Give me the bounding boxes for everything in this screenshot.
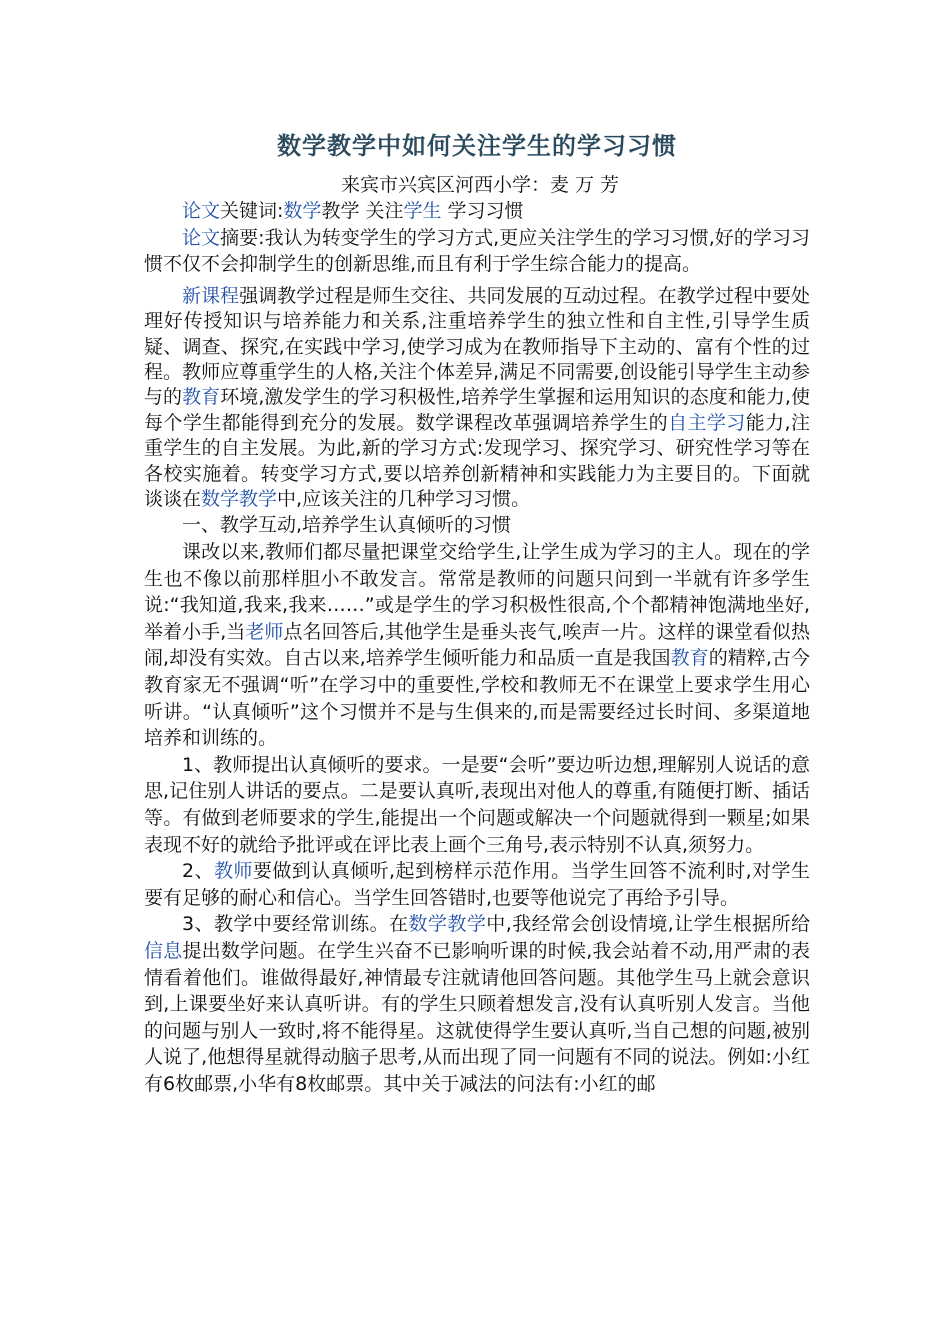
keyword-link-shuxue[interactable]: 数学	[283, 200, 322, 222]
section1-heading: 一、教学互动,培养学生认真倾听的习惯	[182, 514, 512, 537]
intro-text-2: 环境,激发学生的学习积极性,培养学生掌握和运用知识的态度和能力,使每个学生都能得到充分的发展。数学课程改革强调培养学生的	[144, 386, 810, 434]
keyword-link-xuesheng[interactable]: 学生	[403, 200, 442, 222]
item3-text-2: 中,我经常会创设情境,让学生根据所给	[486, 913, 810, 936]
section1-paragraph-1	[144, 539, 810, 752]
keyword-link-lunwen[interactable]: 论文	[182, 200, 221, 222]
item2-link-jiaoshi[interactable]: 教师	[214, 860, 253, 883]
intro-text-4: 中,应该关注的几种学习习惯。	[277, 488, 531, 511]
abstract-paragraph	[144, 225, 810, 278]
abstract-link-lunwen[interactable]: 论文	[182, 226, 221, 249]
author-line: 来宾市兴宾区河西小学：麦 万 芳	[340, 174, 620, 196]
item3-link-shuxuejiaoxue[interactable]: 数学教学	[408, 913, 487, 936]
intro-link-zizhuxuexi[interactable]: 自主学习	[668, 411, 746, 434]
s1p1-link-jiaoyu[interactable]: 教育	[670, 647, 709, 670]
intro-paragraph	[144, 284, 810, 513]
s1p1-text-2: 点名回答后,其他学生是垂头丧气,唉声一片。这样的课堂看似热闹,却没有实效。自古以来,培养学生倾听能力和品质一直是我国	[144, 620, 810, 670]
intro-text-1: 强调教学过程是师生交往、共同发展的互动过程。在教学过程中要处理好传授知识与培养能力和关系,注重培养学生的独立性和自主性,引导学生质疑、调查、探究,在实践中学习,使学习成为在教师指导下主动的、富有个性的过程。教师应尊重学生的人格,关注个体差异,满足不同需要,创设能引导学生主动参与的	[144, 284, 810, 409]
intro-link-xinkecheng[interactable]: 新课程	[182, 284, 240, 307]
item3-text-1: 3、教学中要经常训练。在	[182, 913, 409, 936]
s1p1-text-1: 课改以来,教师们都尽量把课堂交给学生,让学生成为学习的主人。现在的学生也不像以前那样胆小不敢发言。常常是教师的问题只问到一半就有许多学生说:“我知道,我来,我来……”或是学生的学习积极性很高,个个都精神饱满地坐好,举着小手,当	[144, 541, 810, 643]
keywords-label: 关键词:	[220, 200, 284, 222]
item2-text-2: 要做到认真倾听,起到榜样示范作用。当学生回答不流利时,对学生要有足够的耐心和信心。当学生回答错时,也要等他说完了再给予引导。	[144, 860, 810, 909]
keywords-text-2: 学习习惯	[441, 200, 524, 222]
section1-item-1: 1、教师提出认真倾听的要求。一是要“会听”要边听边想,理解别人说话的意思,记住别人讲话的要点。二是要认真听,表现出对他人的尊重,有随便打断、插话等。有做到老师要求的学生,能提出一个问题或解决一个问题就得到一颗星;如果表现不好的就给予批评或在评比表上画个三角号,表示特别不认真,须努力。	[144, 753, 810, 856]
keywords-text-1: 教学 关注	[321, 200, 404, 222]
document-page	[144, 130, 810, 1098]
item3-link-xinxi[interactable]: 信息	[144, 939, 183, 962]
item3-text-3: 提出数学问题。在学生兴奋不已影响听课的时候,我会站着不动,用严肃的表情看着他们。谁做得最好,神情最专注就请他回答问题。其他学生马上就会意识到,上课要坐好来认真听讲。有的学生只顾着想发言,没有认真听别人发言。当他的问题与别人一致时,将不能得星。这就使得学生要认真听,当自己想的问题,被别人说了,他想得星就得动脑子思考,从而出现了同一问题有不同的说法。例如:小红有6枚邮票,小华有8枚邮票。其中关于减法的问法有:小红的邮	[144, 939, 810, 1095]
item2-text-1: 2、	[182, 860, 214, 883]
abstract-text: 摘要:我认为转变学生的学习方式,更应关注学生的学习习惯,好的学习习惯不仅不会抑制学生的创新思维,而且有利于学生综合能力的提高。	[144, 226, 810, 276]
intro-link-jiaoyu[interactable]: 教育	[182, 386, 221, 409]
s1p1-text-3: 的精粹,古今教育家无不强调“听”在学习中的重要性,学校和教师无不在课堂上要求学生用心听讲。“认真倾听”这个习惯并不是与生俱来的,而是需要经过长时间、多渠道地培养和训练的。	[144, 647, 810, 750]
section1-item-3	[144, 911, 810, 1097]
s1p1-link-laoshi[interactable]: 老师	[245, 620, 284, 643]
document-title: 数学教学中如何关注学生的学习习惯	[277, 132, 677, 160]
section1-item-2	[144, 858, 810, 911]
keywords-paragraph	[144, 198, 810, 225]
intro-link-shuxuejiaoxue[interactable]: 数学教学	[201, 488, 278, 511]
intro-text-3: 能力,注重学生的自主发展。为此,新的学习方式:发现学习、探究学习、研究性学习等在各校实施着。转变学习方式,要以培养创新精神和实践能力为主要目的。下面就谈谈在	[144, 411, 810, 511]
